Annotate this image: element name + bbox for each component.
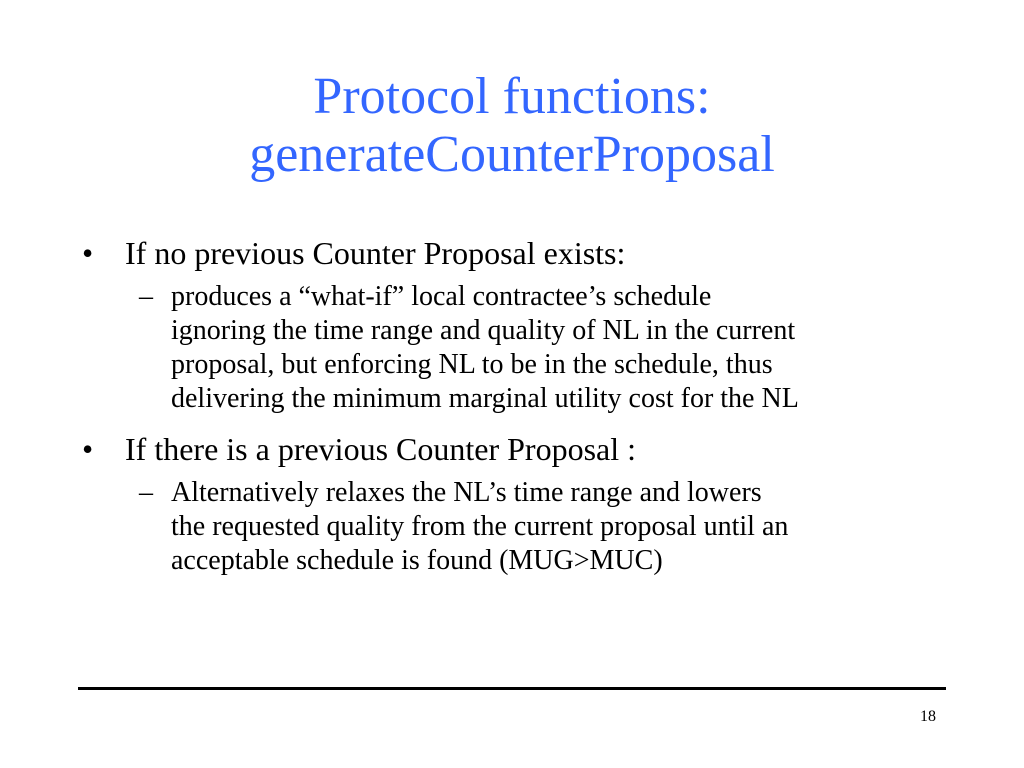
sub-bullet-text — [171, 280, 982, 416]
sub-bullet-line: delivering the minimum marginal utility cost for the NL — [171, 383, 799, 414]
sub-bullet-list — [125, 476, 982, 578]
bullet-text: If there is a previous Counter Proposal : — [125, 431, 636, 467]
sub-bullet-line: acceptable schedule is found (MUG>MUC) — [171, 545, 663, 576]
footer-divider — [78, 687, 946, 690]
sub-bullet-item — [125, 280, 982, 416]
bullet-marker: • — [82, 235, 94, 271]
sub-bullet-text — [171, 476, 982, 578]
sub-bullet-line: Alternatively relaxes the NL’s time range and lowers — [171, 477, 762, 508]
slide-title-line-1: Protocol functions: — [313, 68, 711, 125]
sub-bullet-list — [125, 280, 982, 416]
sub-bullet-marker: – — [139, 477, 153, 508]
sub-bullet-item — [125, 476, 982, 578]
sub-bullet-line: the requested quality from the current proposal until an — [171, 511, 789, 542]
slide-title-line-2: generateCounterProposal — [249, 126, 775, 183]
sub-bullet-line: ignoring the time range and quality of NL in the current — [171, 315, 796, 346]
bullet-list — [82, 232, 982, 578]
page-number: 18 — [920, 708, 936, 725]
sub-bullet-line: proposal, but enforcing NL to be in the schedule, thus — [171, 349, 773, 380]
bullet-text: If no previous Counter Proposal exists: — [125, 235, 626, 271]
bullet-item-no-previous-proposal — [82, 232, 982, 416]
sub-bullet-marker: – — [139, 281, 153, 312]
slide-title — [60, 68, 964, 184]
sub-bullet-line: produces a “what-if” local contractee’s schedule — [171, 281, 712, 312]
bullet-marker: • — [82, 431, 94, 467]
bullet-item-previous-proposal — [82, 428, 982, 578]
